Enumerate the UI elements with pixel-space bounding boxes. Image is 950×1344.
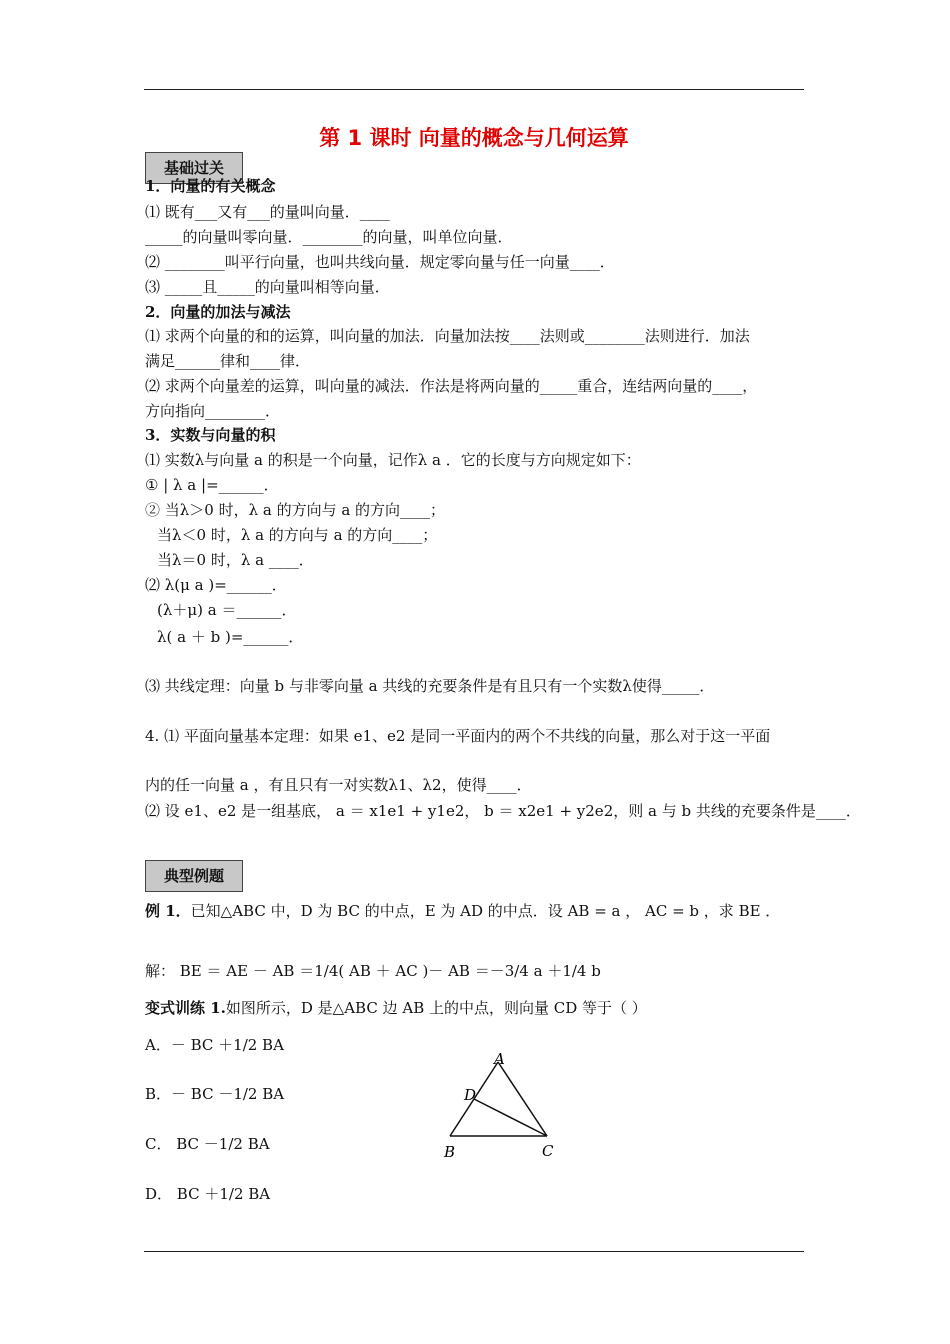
text-line: ⑴ 既有___又有___的量叫向量．____ xyxy=(145,203,390,221)
text-line: ⑵ 设 e1、e2 是一组基底， a ＝ x1e1 + y1e2， b ＝ x2e1 + y2e2，则 a 与 b 共线的充要条件是____． xyxy=(145,802,861,820)
example-1 xyxy=(145,901,780,921)
side-ac xyxy=(498,1062,547,1136)
drill-1-label: 变式训练 1. xyxy=(145,999,226,1017)
vertex-label-b: B xyxy=(444,1143,456,1161)
section-2-heading: 2．向量的加法与减法 xyxy=(145,303,291,321)
option-d: D． BC ＋1/2 BA xyxy=(145,1185,271,1203)
example-1-label: 例 1． xyxy=(145,902,191,920)
section-tag-basics: 基础过关 xyxy=(145,152,243,184)
text-line: 满足______律和____律． xyxy=(145,352,311,370)
text-line: ⑵ ________叫平行向量，也叫共线向量．规定零向量与任一向量____． xyxy=(145,253,615,271)
section-4-line: 4. ⑴ 平面向量基本定理：如果 e1、e2 是同一平面内的两个不共线的向量，那么对于这一平面 xyxy=(145,727,771,745)
text-line: ⑶ _____且_____的向量叫相等向量． xyxy=(145,278,390,296)
text-line: ① | λ a |=______． xyxy=(145,476,279,494)
top-rule xyxy=(144,89,804,90)
text-line: λ( a ＋ b )=______． xyxy=(157,628,304,646)
text-line: 当λ＝0 时，λ a ____． xyxy=(157,551,314,569)
vertex-label-d: D xyxy=(464,1086,477,1104)
example-1-text: 已知△ABC 中，D 为 BC 的中点，E 为 AD 的中点．设 AB = a ， AC = b ，求 BE ． xyxy=(190,902,781,920)
section-3-heading: 3．实数与向量的积 xyxy=(145,426,276,444)
section-1-heading: 1．向量的有关概念 xyxy=(145,177,276,195)
text-line: ⑵ 求两个向量差的运算，叫向量的减法．作法是将两向量的_____重合，连结两向量的____， xyxy=(145,377,758,395)
text-line: 内的任一向量 a ，有且只有一对实数λ1、λ2，使得____． xyxy=(145,776,532,794)
drill-1-text: 如图所示，D 是△ABC 边 AB 上的中点，则向量 CD 等于（ ） xyxy=(225,999,647,1017)
text-line: (λ＋μ) a ＝______． xyxy=(157,601,297,619)
triangle-figure xyxy=(440,1050,570,1165)
text-line: 当λ＜0 时，λ a 的方向与 a 的方向____； xyxy=(157,526,438,544)
drill-1 xyxy=(145,998,647,1018)
bottom-rule xyxy=(144,1251,804,1252)
text-line: ⑶ 共线定理：向量 b 与非零向量 a 共线的充要条件是有且只有一个实数λ使得_____． xyxy=(145,677,715,695)
text-line: ② 当λ＞0 时，λ a 的方向与 a 的方向____； xyxy=(145,501,446,519)
segment-cd xyxy=(474,1099,547,1136)
vertex-label-c: C xyxy=(542,1142,554,1160)
text-line: ⑵ λ(μ a )=______． xyxy=(145,576,287,594)
option-b: B．－ BC －1/2 BA xyxy=(145,1085,285,1103)
text-line: _____的向量叫零向量．________的向量，叫单位向量． xyxy=(145,228,513,246)
option-c: C． BC －1/2 BA xyxy=(145,1135,270,1153)
example-1-solution: 解： BE ＝ AE － AB ＝1/4( AB ＋ AC )－ AB ＝－3/4 a ＋1/4 b xyxy=(145,962,601,980)
option-a: A．－ BC ＋1/2 BA xyxy=(145,1036,284,1054)
vertex-label-a: A xyxy=(494,1050,505,1068)
text-line: ⑴ 求两个向量的和的运算，叫向量的加法．向量加法按____法则或________法则进行．加法 xyxy=(145,327,750,345)
text-line: ⑴ 实数λ与向量 a 的积是一个向量，记作λ a ．它的长度与方向规定如下： xyxy=(145,451,641,469)
page-title: 第 1 课时 向量的概念与几何运算 xyxy=(319,126,629,150)
section-tag-examples: 典型例题 xyxy=(145,860,243,892)
text-line: 方向指向________． xyxy=(145,402,281,420)
